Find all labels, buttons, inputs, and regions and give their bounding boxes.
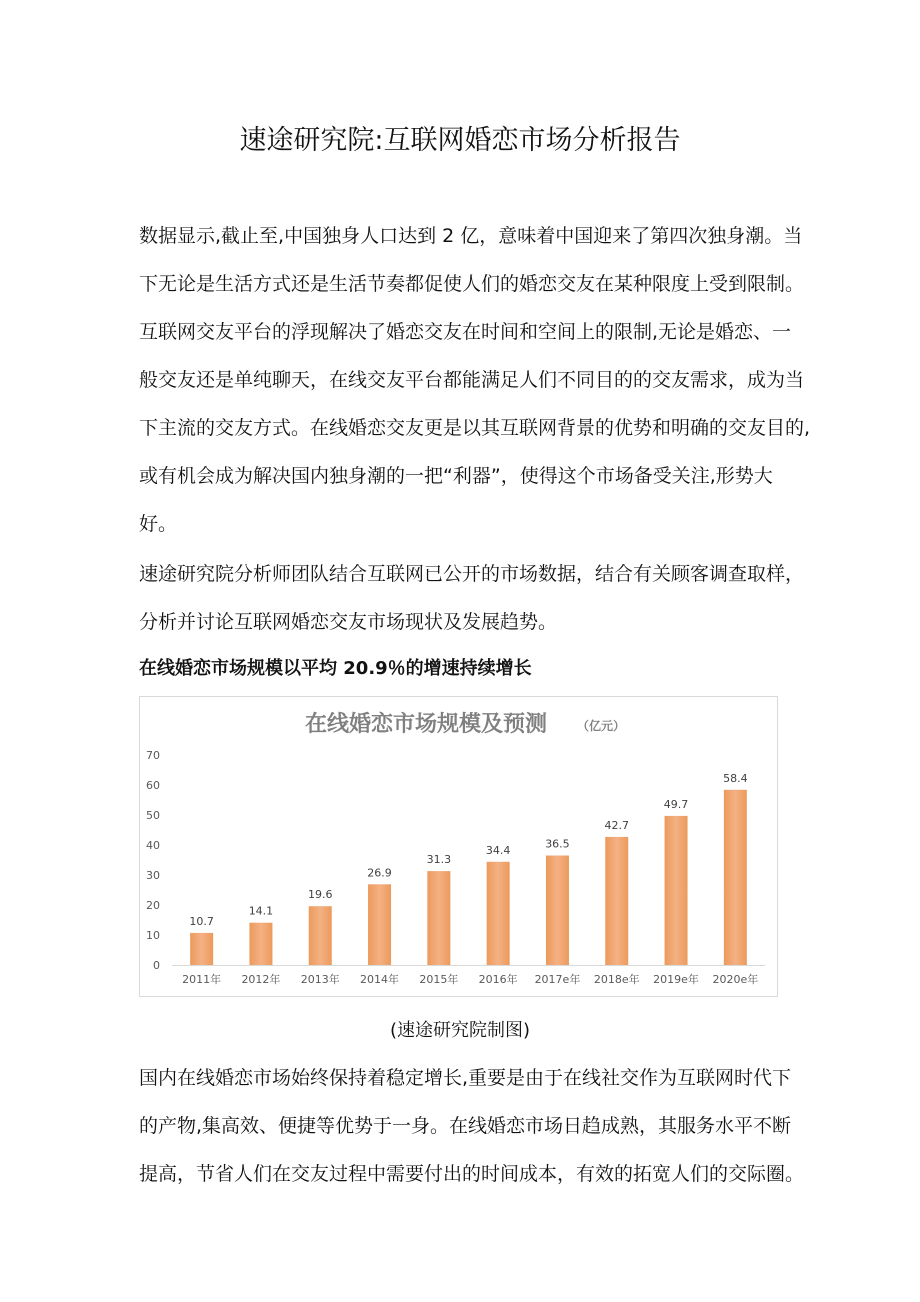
data-label: 31.3 (426, 853, 452, 867)
paragraph-line: 的产物,集高效、便捷等优势于一身。在线婚恋市场日趋成熟，其服务水平不断 (139, 1115, 792, 1137)
data-label: 14.1 (248, 904, 274, 918)
paragraph-method (139, 550, 805, 646)
paragraph-line: 提高，节省人们在交友过程中需要付出的时间成本，有效的拓宽人们的交际圈。 (139, 1163, 805, 1185)
paragraph-analysis (139, 1054, 805, 1198)
x-tick-label: 2017e年 (534, 973, 581, 986)
bar (368, 884, 391, 965)
paragraph-line: 下主流的交友方式。在线婚恋交友更是以其互联网背景的优势和明确的交友目的, (139, 417, 811, 439)
y-tick-label: 0 (153, 959, 160, 972)
chart-title: 在线婚恋市场规模及预测 (304, 712, 548, 737)
bar (487, 862, 510, 965)
y-tick-label: 20 (146, 899, 160, 912)
x-tick-label: 2012年 (241, 973, 281, 986)
section-heading: 在线婚恋市场规模以平均 20.9％的增速持续增长 (139, 658, 532, 679)
paragraph-line: 国内在线婚恋市场始终保持着稳定增长,重要是由于在线社交作为互联网时代下 (139, 1067, 792, 1089)
bar (249, 923, 272, 965)
x-tick-label: 2011年 (182, 973, 222, 986)
data-label: 34.4 (485, 843, 511, 857)
x-tick-label: 2018e年 (593, 973, 640, 986)
chart-title-unit: （亿元） (576, 719, 626, 733)
bar (665, 816, 688, 965)
paragraph-line: 速途研究院分析师团队结合互联网已公开的市场数据，结合有关顾客调查取样， (139, 563, 805, 585)
y-tick-label: 70 (146, 749, 160, 762)
y-tick-label: 30 (146, 869, 160, 882)
x-tick-label: 2015年 (419, 973, 459, 986)
paragraph-line: 互联网交友平台的浮现解决了婚恋交友在时间和空间上的限制,无论是婚恋、一 (139, 321, 792, 343)
x-tick-label: 2020e年 (712, 973, 759, 986)
bar-chart (139, 696, 778, 997)
data-label: 49.7 (663, 797, 689, 811)
chart-caption: (速途研究院制图) (389, 1020, 531, 1041)
y-tick-label: 60 (146, 779, 160, 792)
data-label: 26.9 (367, 866, 392, 880)
bar (724, 790, 747, 965)
paragraph-intro (139, 212, 811, 548)
x-tick-label: 2014年 (360, 973, 400, 986)
bar (427, 871, 450, 965)
y-tick-label: 10 (146, 929, 160, 942)
y-tick-label: 50 (146, 809, 160, 822)
document-title: 速途研究院:互联网婚恋市场分析报告 (239, 125, 681, 156)
y-tick-label: 40 (146, 839, 160, 852)
data-label: 42.7 (604, 818, 629, 832)
data-label: 19.6 (308, 888, 333, 902)
bar (190, 933, 213, 965)
x-tick-label: 2013年 (300, 973, 340, 986)
paragraph-line: 或有机会成为解决国内独身潮的一把“利器”，使得这个市场备受关注,形势大 (139, 465, 773, 487)
bar (546, 856, 569, 966)
data-label: 36.5 (545, 837, 570, 851)
bar (309, 906, 332, 965)
paragraph-line: 般交友还是单纯聊天，在线交友平台都能满足人们不同目的的交友需求，成为当 (139, 369, 805, 391)
paragraph-line: 下无论是生活方式还是生活节奏都促使人们的婚恋交友在某种限度上受到限制。 (139, 273, 805, 295)
paragraph-line: 数据显示,截止至,中国独身人口达到 2 亿，意味着中国迎来了第四次独身潮。当 (139, 225, 803, 247)
x-tick-label: 2019e年 (653, 973, 699, 986)
paragraph-line: 好。 (139, 513, 178, 535)
paragraph-line: 分析并讨论互联网婚恋交友市场现状及发展趋势。 (139, 611, 558, 633)
data-label: 10.7 (189, 914, 214, 928)
bar (605, 837, 628, 965)
bar-chart-svg (140, 697, 777, 996)
x-tick-label: 2016年 (478, 973, 518, 986)
data-label: 58.4 (723, 771, 748, 785)
